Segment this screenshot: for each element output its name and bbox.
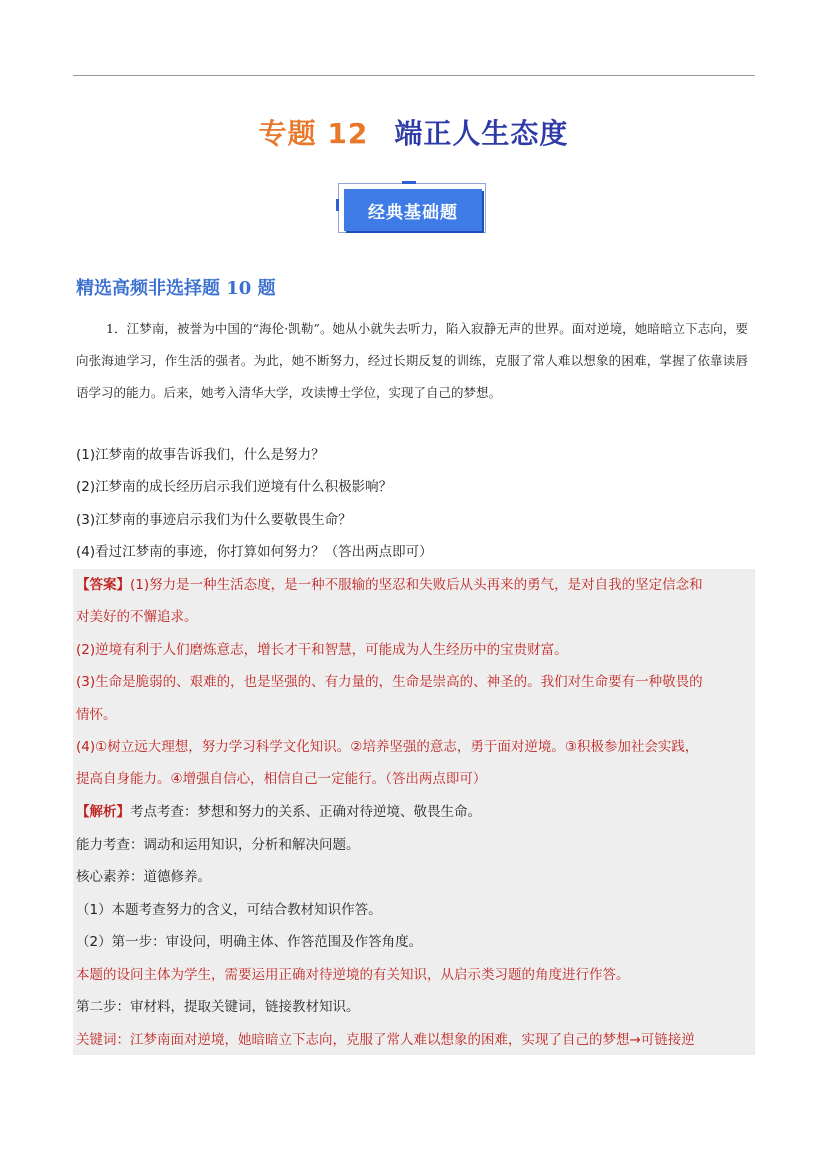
page-title [0,112,827,152]
sub-question: (3)江梦南的事迹启示我们为什么要敬畏生命？ [76,512,352,528]
badge-accent-left [336,199,339,211]
analysis-line: 本题的设问主体为学生，需要运用正确对待逆境的有关知识，从启示类习题的角度进行作答。 [76,967,630,983]
analysis-line: （1）本题考查努力的含义，可结合教材知识作答。 [76,902,382,918]
header-rule [73,75,755,76]
analysis-line: 第二步：审材料，提取关键词，链接教材知识。 [76,999,360,1015]
title-prefix: 专题 12 [258,117,369,150]
answer-line: (2)逆境有利于人们磨炼意志，增长才干和智慧，可能成为人生经历中的宝贵财富。 [76,642,568,658]
sub-question: (4)看过江梦南的事迹，你打算如何努力？（答出两点即可） [76,544,433,560]
analysis-line: 核心素养：道德修养。 [76,869,211,885]
badge-accent-top [402,181,416,184]
analysis-line: （2）第一步：审设问，明确主体、作答范围及作答角度。 [76,934,423,950]
question-stem [76,313,748,409]
answer-line: 提高自身能力。④增强自信心，相信自己一定能行。（答出两点即可） [76,771,487,787]
answer-line: 对美好的不懈追求。 [76,609,198,625]
sub-question: (2)江梦南的成长经历启示我们逆境有什么积极影响？ [76,479,393,495]
difficulty-badge [336,181,492,237]
question-number: 1． [106,321,127,336]
answer-line: (4)①树立远大理想，努力学习科学文化知识。②培养坚强的意志，勇于面对逆境。③积极参加社会实践， [76,739,699,755]
analysis-line: 关键词：江梦南面对逆境，她暗暗立下志向，克服了常人难以想象的困难，实现了自己的梦想→可链接逆 [76,1032,695,1048]
answer-tag: 【答案】 [76,577,130,593]
sub-question: (1)江梦南的故事告诉我们，什么是努力？ [76,447,325,463]
badge-label: 经典基础题 [344,189,482,231]
answer-line: 【答案】(1)努力是一种生活态度，是一种不服输的坚忍和失败后从头再来的勇气，是对自我的坚定信念和 [76,577,703,593]
analysis-line: 【解析】考点考查：梦想和努力的关系、正确对待逆境、敬畏生命。 [76,804,481,820]
analysis-line: 能力考查：调动和运用知识，分析和解决问题。 [76,837,360,853]
analysis-tag: 【解析】 [76,804,130,820]
answer-line: (3)生命是脆弱的、艰难的，也是坚强的、有力量的，生命是崇高的、神圣的。我们对生命要有一种敬畏的 [76,674,703,690]
answer-line: 情怀。 [76,707,117,723]
question-text: 江梦南，被誉为中国的“海伦·凯勒”。她从小就失去听力，陷入寂静无声的世界。面对逆境，她暗暗立下志向，要向张海迪学习，作生活的强者。为此，她不断努力，经过长期反复的训练，克服了常人难以想象的困难，掌握了依靠读唇语学习的能力。后来，她考入清华大学，攻读博士学位，实现了自己的梦想。 [76,321,748,400]
section-heading: 精选高频非选择题 10 题 [76,278,276,299]
title-main: 端正人生态度 [394,117,569,150]
